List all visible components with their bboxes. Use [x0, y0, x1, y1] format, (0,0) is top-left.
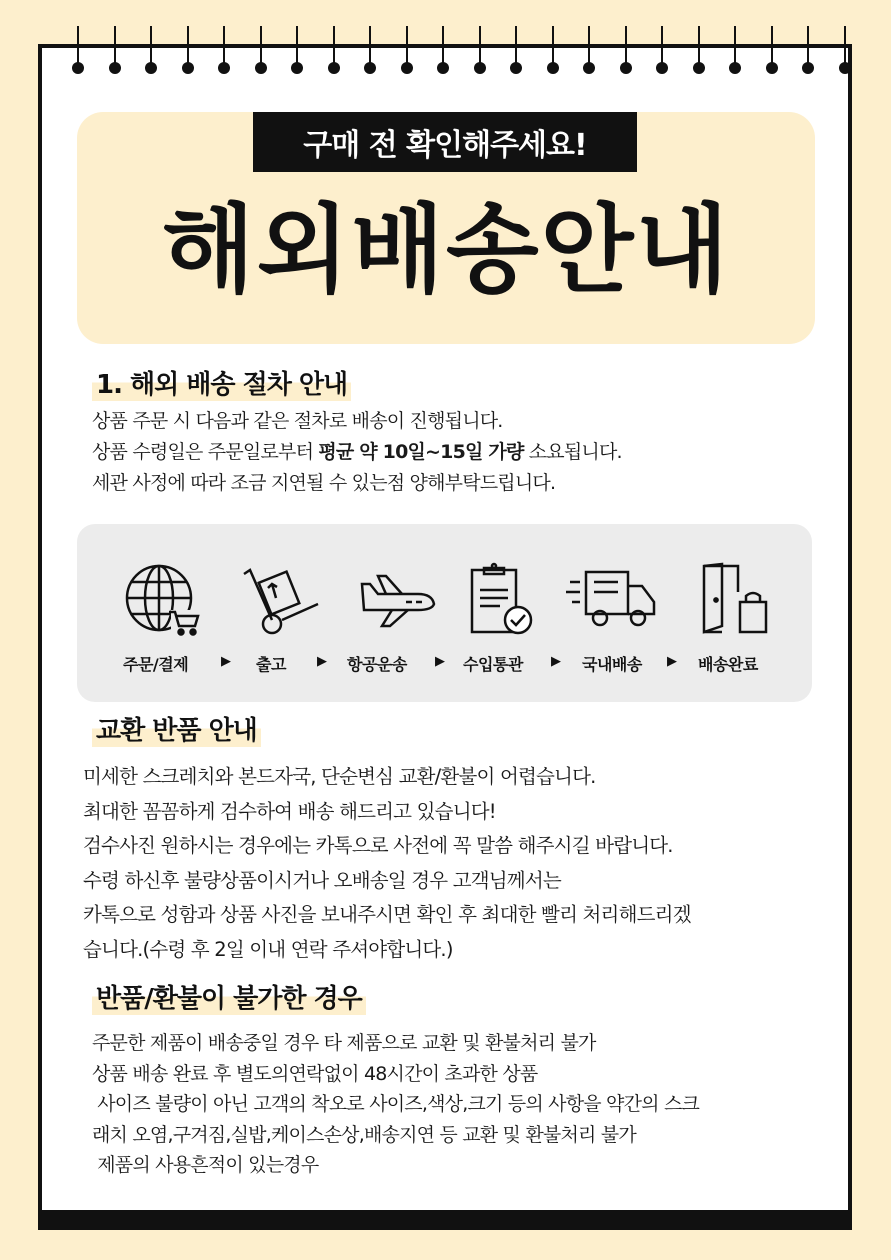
binding-ring [729, 26, 741, 74]
binding-ring [291, 26, 303, 74]
exchange-line-6: 습니다.(수령 후 2일 이내 연락 주셔야합니다.) [83, 937, 453, 961]
door-bag-icon [672, 562, 782, 638]
hand-truck-icon [222, 562, 332, 638]
exchange-line-4: 수령 하신후 불량상품이시거나 오배송일 경우 고객님께서는 [83, 868, 561, 892]
flow-step-order: 주문/결제 [123, 655, 189, 674]
flow-arrow-4: ▶ [551, 654, 561, 669]
non-refundable-line-1: 주문한 제품이 배송중일 경우 타 제품으로 교환 및 환불처리 불가 [92, 1032, 596, 1054]
exchange-return-text [83, 760, 691, 968]
binding-ring [255, 26, 267, 74]
binding-ring [620, 26, 632, 74]
exchange-line-5: 카톡으로 성함과 상품 사진을 보내주시면 확인 후 최대한 빨리 처리해드리겠 [83, 903, 691, 927]
flow-arrow-2: ▶ [317, 654, 327, 669]
shipping-line-2-post: 소요됩니다. [523, 441, 622, 463]
airplane-icon [340, 562, 450, 638]
exchange-line-1: 미세한 스크레치와 본드자국, 단순변심 교환/환불이 어렵습니다. [83, 765, 596, 788]
binding-ring [656, 26, 668, 74]
shipping-line-3: 세관 사정에 따라 조금 지연될 수 있는점 양해부탁드립니다. [92, 472, 556, 494]
notice-badge: 구매 전 확인해주세요! [253, 112, 637, 172]
shipping-line-1: 상품 주문 시 다음과 같은 절차로 배송이 진행됩니다. [92, 410, 503, 432]
binding-ring [583, 26, 595, 74]
flow-arrow-3: ▶ [435, 654, 445, 669]
globe-cart-icon [108, 562, 218, 638]
binding-ring [693, 26, 705, 74]
flow-arrow-1: ▶ [221, 654, 231, 669]
flow-step-domestic-delivery: 국내배송 [582, 655, 642, 674]
binding-ring [802, 26, 814, 74]
flow-step-customs: 수입통관 [463, 655, 523, 674]
flow-step-delivery-complete: 배송완료 [698, 655, 758, 674]
binding-ring [364, 26, 376, 74]
delivery-truck-icon [555, 562, 665, 638]
binding-ring [109, 26, 121, 74]
clipboard-check-icon [442, 562, 552, 638]
binding-ring [474, 26, 486, 74]
binding-ring [401, 26, 413, 74]
binding-ring [766, 26, 778, 74]
binding-ring [145, 26, 157, 74]
binding-ring [510, 26, 522, 74]
flow-step-air-transport: 항공운송 [347, 655, 407, 674]
binding-ring [547, 26, 559, 74]
non-refundable-line-5: 제품의 사용흔적이 있는경우 [92, 1154, 319, 1176]
binding-ring [839, 26, 851, 74]
section-title-shipping-procedure: 1. 해외 배송 절차 안내 [92, 364, 351, 401]
non-refundable-line-3: 사이즈 불량이 아닌 고객의 착오로 사이즈,색상,크기 등의 사항을 약간의 스크 [92, 1093, 700, 1115]
binding-ring [437, 26, 449, 74]
shipping-line-2-pre: 상품 수령일은 주문일로부터 [92, 441, 319, 463]
exchange-line-3: 검수사진 원하시는 경우에는 카톡으로 사전에 꼭 말씀 해주시길 바랍니다. [83, 834, 673, 858]
shipping-procedure-text [92, 406, 622, 499]
binding-ring [72, 26, 84, 74]
flow-arrow-5: ▶ [667, 654, 677, 669]
page-title: 해외배송안내 [161, 194, 731, 306]
binding-ring [328, 26, 340, 74]
flow-step-dispatch: 출고 [256, 655, 286, 674]
non-refundable-text [92, 1028, 699, 1181]
shipping-duration-highlight: 평균 약 10일~15일 가량 [318, 441, 524, 463]
notepad-page-shadow [38, 1210, 852, 1230]
shipping-line-2 [92, 437, 622, 468]
non-refundable-line-2: 상품 배송 완료 후 별도의연락없이 48시간이 초과한 상품 [92, 1062, 538, 1085]
binding-ring [182, 26, 194, 74]
section-title-exchange-return: 교환 반품 안내 [92, 710, 261, 747]
non-refundable-line-4: 래치 오염,구겨짐,실밥,케이스손상,배송지연 등 교환 및 환불처리 불가 [92, 1123, 636, 1146]
section-title-non-refundable: 반품/환불이 불가한 경우 [92, 978, 366, 1015]
binding-ring [218, 26, 230, 74]
exchange-line-2: 최대한 꼼꼼하게 검수하여 배송 해드리고 있습니다! [83, 799, 496, 823]
